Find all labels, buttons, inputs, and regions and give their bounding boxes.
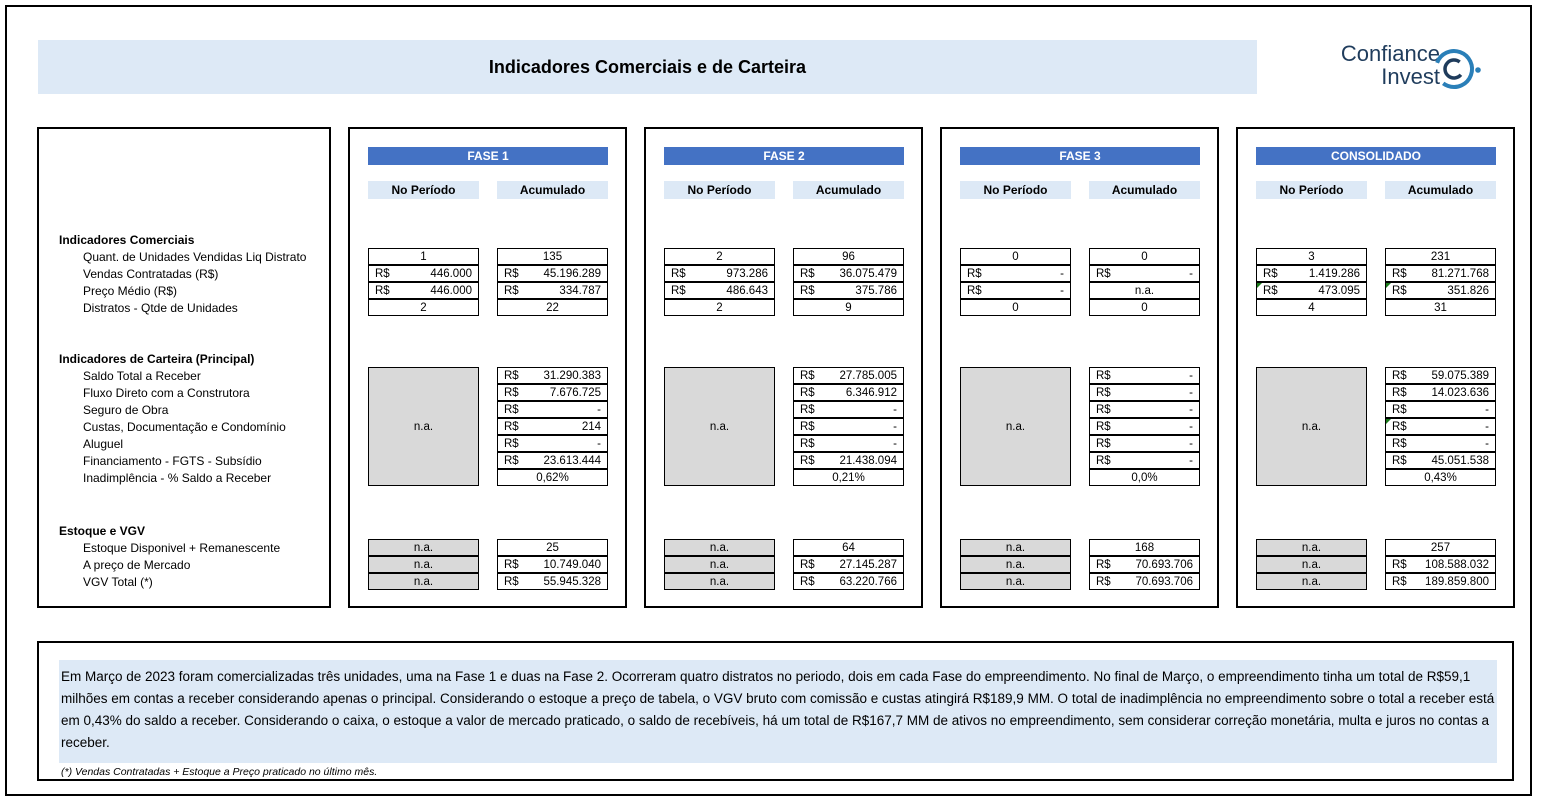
logo-ring-icon [1428,42,1486,92]
currency-symbol: R$ [1392,558,1407,571]
value: 3 [1308,250,1315,263]
currency-symbol: R$ [967,284,982,297]
cell-mercado-acumulado[interactable] [497,556,608,573]
cell-unidades-periodo[interactable] [960,248,1071,265]
value: - [1485,420,1489,433]
currency-symbol: R$ [504,420,519,433]
currency-symbol: R$ [504,437,519,450]
label-seguro: Seguro de Obra [83,403,169,417]
value: n.a. [413,558,434,571]
currency-symbol: R$ [1096,369,1111,382]
cell-seguro-acumulado[interactable] [793,401,904,418]
cell-custas-acumulado[interactable] [793,418,904,435]
label-vgv: VGV Total (*) [83,575,153,589]
label-financiamento: Financiamento - FGTS - Subsídio [83,454,262,468]
cell-distratos-periodo[interactable] [1256,299,1367,316]
value: - [597,437,601,450]
cell-vendas-acumulado[interactable] [793,265,904,282]
currency-symbol: R$ [800,369,815,382]
value: n.a. [709,541,730,554]
value: n.a. [1134,284,1155,297]
cell-distratos-acumulado[interactable] [1385,299,1496,316]
value: - [893,420,897,433]
currency-symbol: R$ [375,267,390,280]
cell-distratos-periodo[interactable] [368,299,479,316]
phase-panel [644,127,923,608]
cell-unidades-acumulado[interactable] [793,248,904,265]
value: 7.676.725 [549,386,601,399]
subheader-periodo: No Período [368,181,479,199]
value: 23.613.444 [543,454,601,467]
value: 0,21% [832,471,865,484]
cell-vgv-acumulado[interactable] [793,573,904,590]
cell-vendas-acumulado[interactable] [1385,265,1496,282]
comment-text: Em Março de 2023 foram comercializadas três unidades, uma na Fase 1 e duas na Fase 2. Ocorreram quatro distratos no periodo, dois em cada Fase do empreendimento. No final de Março, o empreendimento tinha um total de R$59,1 milhões em contas a receber considerando apenas o principal. Considerando o estoque a preço de tabela, o VGV bruto com comissão e custas atingirá R$189,9 MM. O total de inadimplência no empreendimento sobre o total a receber está em 0,43% do saldo a receber. Considerando o caixa, o estoque a valor de mercado praticado, o saldo de recebíveis, há um total de R$167,7 MM de ativos no empreendimento, sem considerar correção monetária, multa e juros no contas a receber. [61,669,1495,750]
company-logo [1300,38,1500,94]
value: n.a. [709,420,730,433]
currency-symbol: R$ [375,284,390,297]
carteira-periodo-na [960,367,1071,486]
section-title-estoque: Estoque e VGV [59,524,146,538]
cell-preco-periodo[interactable] [960,282,1071,299]
value: 2 [420,301,427,314]
currency-symbol: R$ [1392,403,1407,416]
cell-distratos-periodo[interactable] [960,299,1071,316]
cell-note-marker [1386,283,1391,288]
value: 70.693.706 [1135,558,1193,571]
label-estoque: Estoque Disponivel + Remanescente [83,541,281,555]
value: n.a. [1301,558,1322,571]
value: 81.271.768 [1431,267,1489,280]
logo-line2: Invest [1381,64,1440,89]
currency-symbol: R$ [1096,267,1111,280]
value: 0 [1141,250,1148,263]
value: - [1189,403,1193,416]
cell-distratos-acumulado[interactable] [497,299,608,316]
cell-saldo-acumulado[interactable] [1385,367,1496,384]
cell-estoque-acumulado[interactable] [1385,539,1496,556]
value: 70.693.706 [1135,575,1193,588]
cell-vgv-periodo[interactable] [1256,573,1367,590]
currency-symbol: R$ [1392,437,1407,450]
value: n.a. [709,558,730,571]
cell-fluxo-acumulado[interactable] [1385,384,1496,401]
value: 446.000 [430,267,472,280]
page-title: Indicadores Comerciais e de Carteira [488,56,807,77]
cell-preco-periodo[interactable] [1256,282,1367,299]
value: 36.075.479 [839,267,897,280]
value: 0 [1012,250,1019,263]
cell-preco-acumulado[interactable] [793,282,904,299]
currency-symbol: R$ [800,437,815,450]
value: n.a. [413,541,434,554]
value: 10.749.040 [543,558,601,571]
cell-preco-periodo[interactable] [368,282,479,299]
currency-symbol: R$ [800,420,815,433]
phase-header: FASE 2 [664,147,904,165]
carteira-periodo-na [664,367,775,486]
section-title-comerciais: Indicadores Comerciais [59,233,195,247]
cell-fluxo-acumulado[interactable] [1089,384,1200,401]
value: 45.196.289 [543,267,601,280]
cell-vendas-periodo[interactable] [960,265,1071,282]
value: 973.286 [726,267,768,280]
currency-symbol: R$ [1096,575,1111,588]
value: 31.290.383 [543,369,601,382]
value: - [597,403,601,416]
cell-unidades-periodo[interactable] [368,248,479,265]
label-preco: Preço Médio (R$) [83,284,178,298]
cell-vendas-acumulado[interactable] [1089,265,1200,282]
label-fluxo: Fluxo Direto com a Construtora [83,386,250,400]
cell-financiamento-acumulado[interactable] [1385,452,1496,469]
value: - [1485,403,1489,416]
label-custas: Custas, Documentação e Condomínio [83,420,286,434]
subheader-periodo: No Período [664,181,775,199]
currency-symbol: R$ [967,267,982,280]
cell-inadimplencia-acumulado[interactable] [497,469,608,486]
cell-mercado-acumulado[interactable] [1089,556,1200,573]
cell-distratos-acumulado[interactable] [793,299,904,316]
cell-mercado-acumulado[interactable] [793,556,904,573]
value: n.a. [413,420,434,433]
section-title-carteira: Indicadores de Carteira (Principal) [59,352,255,366]
cell-mercado-periodo[interactable] [368,556,479,573]
currency-symbol: R$ [504,386,519,399]
value: - [1485,437,1489,450]
cell-estoque-acumulado[interactable] [497,539,608,556]
cell-vendas-periodo[interactable] [664,265,775,282]
cell-note-marker [1386,419,1391,424]
currency-symbol: R$ [1392,284,1407,297]
cell-custas-acumulado[interactable] [1089,418,1200,435]
cell-vgv-periodo[interactable] [960,573,1071,590]
cell-note-marker [1257,283,1262,288]
cell-inadimplencia-acumulado[interactable] [793,469,904,486]
cell-vgv-acumulado[interactable] [1089,573,1200,590]
cell-seguro-acumulado[interactable] [1385,401,1496,418]
value: - [1189,369,1193,382]
value: - [893,403,897,416]
currency-symbol: R$ [1096,403,1111,416]
value: 27.785.005 [839,369,897,382]
value: 108.588.032 [1425,558,1489,571]
row-labels-panel [37,127,331,608]
cell-custas-acumulado[interactable] [1385,418,1496,435]
value: 0 [1012,301,1019,314]
value: 25 [546,541,559,554]
value: 96 [842,250,855,263]
subheader-acumulado: Acumulado [497,181,608,199]
label-unidades: Quant. de Unidades Vendidas Liq Distrato [83,250,307,264]
logo-line1: Confiance [1340,41,1440,66]
cell-preco-acumulado[interactable] [1089,282,1200,299]
value: 27.145.287 [839,558,897,571]
cell-unidades-acumulado[interactable] [497,248,608,265]
value: 214 [581,420,601,433]
value: 22 [546,301,559,314]
value: 0,0% [1131,471,1158,484]
value: 375.786 [855,284,897,297]
currency-symbol: R$ [1263,284,1278,297]
currency-symbol: R$ [671,284,686,297]
cell-distratos-periodo[interactable] [664,299,775,316]
cell-vgv-acumulado[interactable] [497,573,608,590]
label-aluguel: Aluguel [83,437,124,451]
value: n.a. [413,575,434,588]
value: 257 [1430,541,1451,554]
value: - [1060,267,1064,280]
cell-unidades-periodo[interactable] [1256,248,1367,265]
value: 6.346.912 [845,386,897,399]
comment-panel [37,641,1514,781]
cell-estoque-periodo[interactable] [1256,539,1367,556]
currency-symbol: R$ [504,558,519,571]
cell-vgv-periodo[interactable] [368,573,479,590]
value: 486.643 [726,284,768,297]
currency-symbol: R$ [1392,575,1407,588]
value: 9 [845,301,852,314]
cell-financiamento-acumulado[interactable] [793,452,904,469]
label-saldo: Saldo Total a Receber [83,369,201,383]
value: 45.051.538 [1431,454,1489,467]
cell-vendas-acumulado[interactable] [497,265,608,282]
value: 2 [716,250,723,263]
value: 63.220.766 [839,575,897,588]
value: - [893,437,897,450]
cell-unidades-acumulado[interactable] [1385,248,1496,265]
cell-estoque-periodo[interactable] [664,539,775,556]
cell-mercado-periodo[interactable] [960,556,1071,573]
value: - [1189,386,1193,399]
currency-symbol: R$ [504,267,519,280]
currency-symbol: R$ [1392,267,1407,280]
subheader-periodo: No Período [960,181,1071,199]
cell-preco-acumulado[interactable] [1385,282,1496,299]
value: 59.075.389 [1431,369,1489,382]
label-inadimplencia: Inadimplência - % Saldo a Receber [83,471,272,485]
value: 64 [842,541,855,554]
label-vendas: Vendas Contratadas (R$) [83,267,219,281]
cell-aluguel-acumulado[interactable] [793,435,904,452]
value: n.a. [1301,541,1322,554]
carteira-periodo-na [1256,367,1367,486]
subheader-acumulado: Acumulado [793,181,904,199]
cell-vgv-periodo[interactable] [664,573,775,590]
currency-symbol: R$ [800,267,815,280]
currency-symbol: R$ [1392,454,1407,467]
value: 189.859.800 [1425,575,1489,588]
cell-mercado-acumulado[interactable] [1385,556,1496,573]
cell-unidades-periodo[interactable] [664,248,775,265]
value: - [1189,454,1193,467]
logo-text [1341,42,1440,88]
value: n.a. [1301,420,1322,433]
cell-vendas-periodo[interactable] [1256,265,1367,282]
title-bar [38,40,1257,94]
currency-symbol: R$ [504,369,519,382]
currency-symbol: R$ [800,284,815,297]
phase-header: FASE 3 [960,147,1200,165]
value: n.a. [1005,558,1026,571]
cell-fluxo-acumulado[interactable] [497,384,608,401]
currency-symbol: R$ [671,267,686,280]
value: - [1060,284,1064,297]
value: 135 [542,250,563,263]
cell-aluguel-acumulado[interactable] [1385,435,1496,452]
cell-saldo-acumulado[interactable] [497,367,608,384]
cell-unidades-acumulado[interactable] [1089,248,1200,265]
value: 334.787 [559,284,601,297]
cell-seguro-acumulado[interactable] [1089,401,1200,418]
cell-vgv-acumulado[interactable] [1385,573,1496,590]
value: 0,62% [536,471,569,484]
cell-distratos-acumulado[interactable] [1089,299,1200,316]
currency-symbol: R$ [800,403,815,416]
carteira-periodo-na [368,367,479,486]
currency-symbol: R$ [1096,454,1111,467]
cell-aluguel-acumulado[interactable] [497,435,608,452]
currency-symbol: R$ [504,284,519,297]
cell-inadimplencia-acumulado[interactable] [1385,469,1496,486]
cell-inadimplencia-acumulado[interactable] [1089,469,1200,486]
value: 351.826 [1447,284,1489,297]
value: 1.419.286 [1308,267,1360,280]
value: 473.095 [1318,284,1360,297]
currency-symbol: R$ [1096,420,1111,433]
phase-header: FASE 1 [368,147,608,165]
cell-fluxo-acumulado[interactable] [793,384,904,401]
subheader-acumulado: Acumulado [1089,181,1200,199]
currency-symbol: R$ [800,454,815,467]
label-mercado: A preço de Mercado [83,558,191,572]
value: 55.945.328 [543,575,601,588]
currency-symbol: R$ [1096,558,1111,571]
cell-vendas-periodo[interactable] [368,265,479,282]
subheader-acumulado: Acumulado [1385,181,1496,199]
currency-symbol: R$ [1096,386,1111,399]
cell-aluguel-acumulado[interactable] [1089,435,1200,452]
cell-custas-acumulado[interactable] [497,418,608,435]
cell-saldo-acumulado[interactable] [1089,367,1200,384]
cell-mercado-periodo[interactable] [1256,556,1367,573]
phase-panel [940,127,1219,608]
footnote: (*) Vendas Contratadas + Estoque a Preço praticado no último mês. [61,766,378,778]
cell-preco-acumulado[interactable] [497,282,608,299]
value: - [1189,437,1193,450]
currency-symbol: R$ [1392,386,1407,399]
value: 446.000 [430,284,472,297]
cell-financiamento-acumulado[interactable] [497,452,608,469]
subheader-periodo: No Período [1256,181,1367,199]
label-distratos: Distratos - Qtde de Unidades [83,301,238,315]
value: 1 [420,250,427,263]
phase-panel [348,127,627,608]
currency-symbol: R$ [504,575,519,588]
value: 168 [1134,541,1155,554]
value: 21.438.094 [839,454,897,467]
currency-symbol: R$ [504,403,519,416]
cell-estoque-periodo[interactable] [960,539,1071,556]
value: n.a. [1005,541,1026,554]
currency-symbol: R$ [1392,369,1407,382]
value: n.a. [1005,575,1026,588]
phase-header: CONSOLIDADO [1256,147,1496,165]
value: 231 [1430,250,1451,263]
cell-preco-periodo[interactable] [664,282,775,299]
value: 2 [716,301,723,314]
currency-symbol: R$ [1096,437,1111,450]
value: 0,43% [1424,471,1457,484]
value: n.a. [709,575,730,588]
cell-mercado-periodo[interactable] [664,556,775,573]
cell-seguro-acumulado[interactable] [497,401,608,418]
value: - [1189,420,1193,433]
value: 31 [1434,301,1447,314]
value: 0 [1141,301,1148,314]
currency-symbol: R$ [1392,420,1407,433]
value: n.a. [1005,420,1026,433]
value: 14.023.636 [1431,386,1489,399]
currency-symbol: R$ [800,575,815,588]
cell-saldo-acumulado[interactable] [793,367,904,384]
cell-estoque-acumulado[interactable] [1089,539,1200,556]
cell-estoque-periodo[interactable] [368,539,479,556]
cell-estoque-acumulado[interactable] [793,539,904,556]
currency-symbol: R$ [800,386,815,399]
cell-financiamento-acumulado[interactable] [1089,452,1200,469]
value: n.a. [1301,575,1322,588]
currency-symbol: R$ [1263,267,1278,280]
currency-symbol: R$ [504,454,519,467]
value: 4 [1308,301,1315,314]
value: - [1189,267,1193,280]
phase-panel [1236,127,1515,608]
currency-symbol: R$ [800,558,815,571]
